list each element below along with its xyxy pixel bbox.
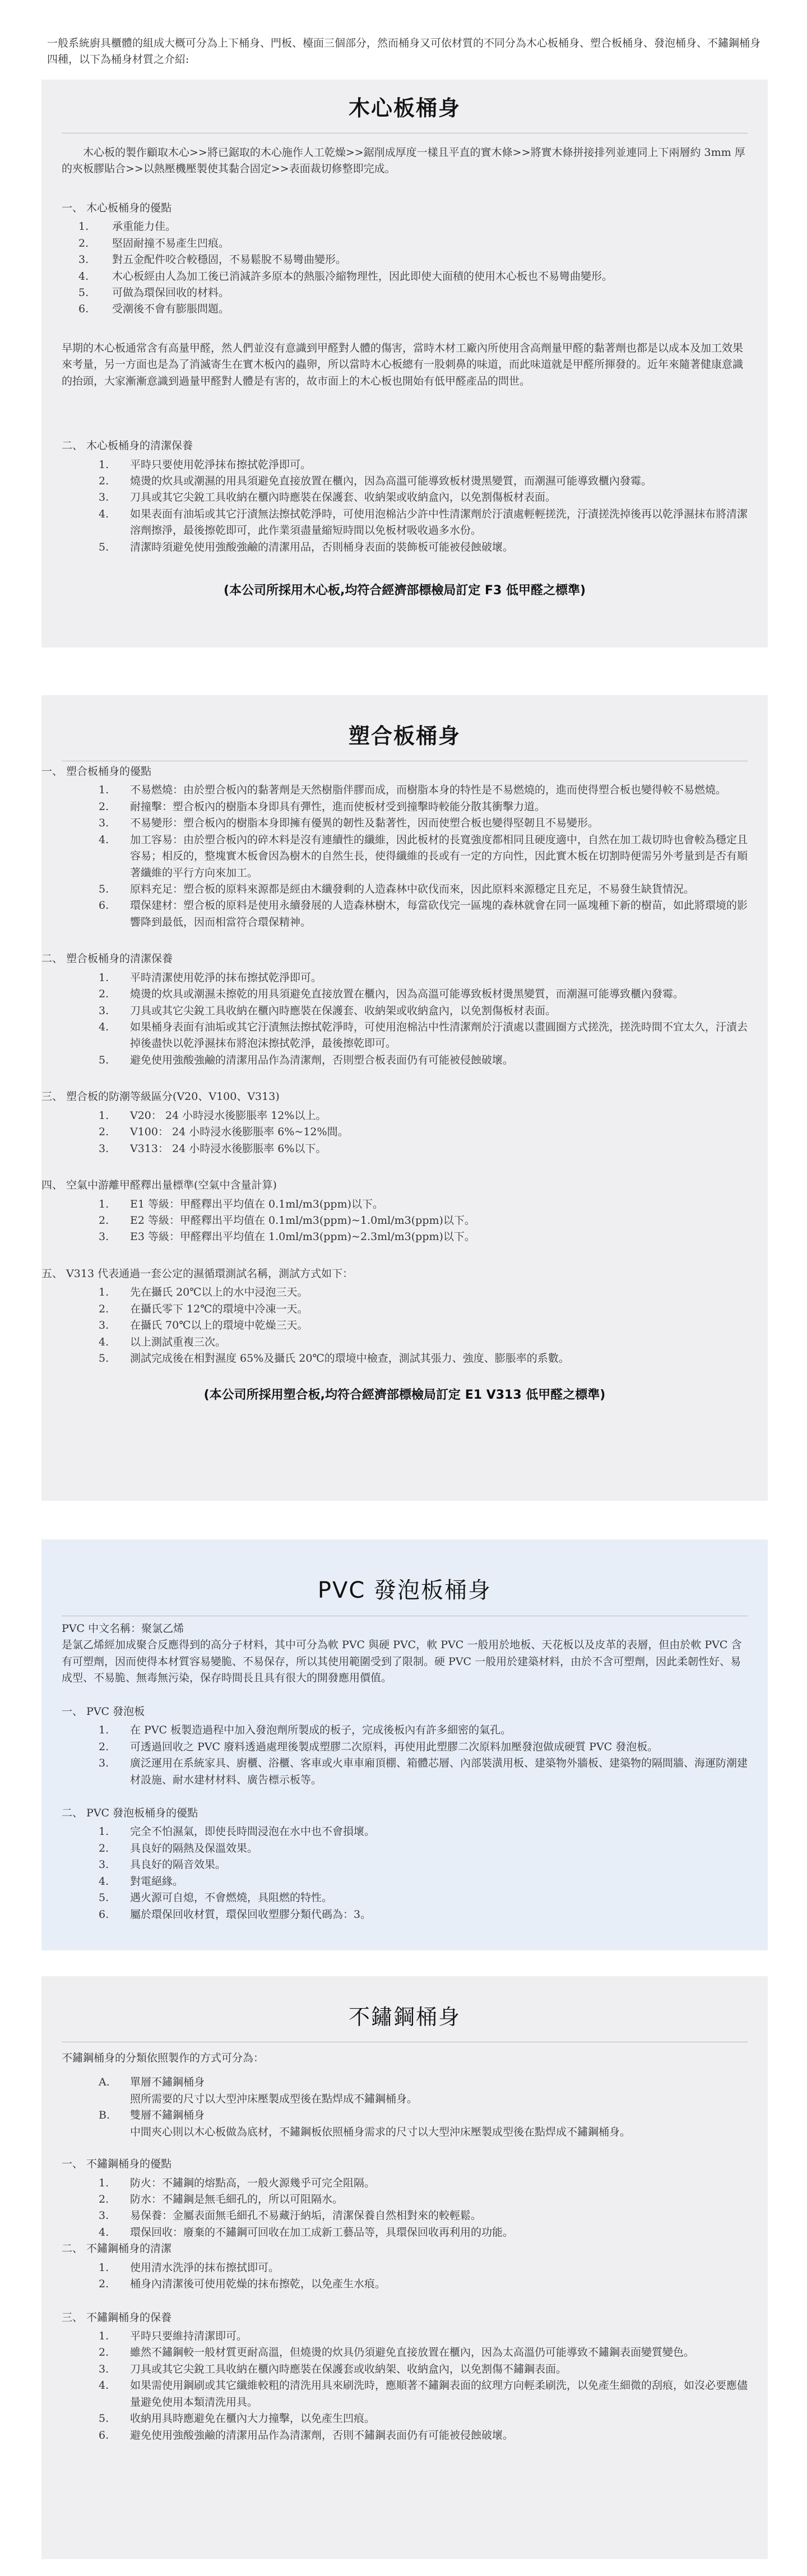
list-item (78, 285, 748, 301)
list-item-text: 不易燃燒：由於塑合板內的黏著劑是天然樹脂伴膠而成，而樹脂本身的特性是不易燃燒的，進而使得塑合板也變得較不易燃燒。 (130, 784, 727, 797)
list-item (99, 1052, 748, 1069)
list-item-text: 耐撞擊：塑合板內的樹脂本身即具有彈性，進而使板材受到撞擊時較能分散其衝擊力道。 (130, 800, 546, 813)
list-item (99, 2361, 748, 2378)
list-item-number: 3. (99, 1757, 109, 1770)
section-title: 塑合板桶身 (348, 724, 461, 748)
list-item (99, 1874, 748, 1890)
list-item-text: 燒燙的炊具或潮濕未擦乾的用具須避免直接放置在櫃內，因為高溫可能導致板材燙黑變質，而潮濕可能導致櫃內發霉。 (130, 988, 684, 1001)
list-item-text: 木心板經由人為加工後已消減許多原本的熱脹冷縮物理性，因此即使大面積的使用木心板也不易彎曲變形。 (112, 270, 613, 283)
list-item-number: 4. (78, 270, 89, 283)
list-item-text: 如果需使用鋼刷或其它纖維較粗的清洗用具來刷洗時，應順著不鏽鋼表面的紋理方向輕柔刷洗，以免產生細微的刮痕，如沒必要應儘量避免使用本類清洗用具。 (130, 2379, 748, 2408)
list-item-number: 2. (78, 237, 89, 249)
list-item-number: 2. (99, 2193, 109, 2205)
list-item (99, 1108, 748, 1124)
list-item (99, 1229, 748, 1245)
list-item (99, 1739, 748, 1755)
list-item (99, 2191, 748, 2208)
list-item-number: 3. (99, 1858, 109, 1871)
list-item-number: 2. (99, 1842, 109, 1854)
list-item (99, 1907, 748, 1923)
list-item-number: 1. (99, 458, 109, 471)
list-item-number: 6. (99, 1908, 109, 1921)
list-item-text: 平時只要維持清潔即可。 (130, 2330, 248, 2343)
list-item (99, 2276, 748, 2292)
list-item (99, 986, 748, 1002)
list-item-number: 4. (99, 2379, 109, 2392)
list-item-text: 遇火源可自熄，不會燃燒，具阻燃的特性。 (130, 1891, 333, 1904)
list-item-number: 1. (99, 971, 109, 984)
list-item-number: 3. (99, 817, 109, 830)
list-item-text: 受潮後不會有膨脹問題。 (112, 303, 230, 316)
pvc-foam-section (41, 1539, 768, 1950)
list-item-text: V100： 24 小時浸水後膨脹率 6%~12%間。 (130, 1126, 349, 1139)
list-item (99, 2411, 748, 2427)
wood-advantages-heading: 一、 木心板桶身的優點 (62, 201, 172, 214)
list-item (99, 1824, 748, 1840)
section-title: 木心板桶身 (348, 96, 461, 121)
list-item-number: 2. (99, 1126, 109, 1139)
list-item-number: 3. (99, 2209, 109, 2222)
list-item-text: 刀具或其它尖銳工具收納在櫃內時應裝在保護套或收納架、收納盒內，以免割傷不鏽鋼表面。 (130, 2362, 567, 2375)
list-item-text: 先在攝氏 20℃以上的水中浸泡三天。 (130, 1286, 308, 1299)
list-item (99, 2260, 748, 2276)
list-item-number: 6. (99, 899, 109, 912)
list-item (99, 1857, 748, 1873)
list-item-text: 不易變形：塑合板內的樹脂本身即擁有優異的韌性及黏著性，因而使塑合板也變得堅韌且不易變形。 (130, 817, 599, 830)
list-item-number: 5. (78, 286, 89, 299)
intro-text: 一般系統廚具櫃體的組成大概可分為上下桶身、門板、檯面三個部分，然而桶身又可依材質的不同分為木心板桶身、塑合板桶身、發泡桶身、不鏽鋼桶身 四種，以下為桶身材質之介紹: (47, 37, 761, 66)
steel-clean-heading: 二、 不鏽鋼桶身的清潔 (62, 2242, 172, 2255)
list-item-text: 原料充足：塑合板的原料來源都是經由木纖發剩的人造森林中砍伐而來，因此原料來源穩定且充足，不易發生缺貨情況。 (130, 882, 695, 895)
list-item-text: 平時清潔使用乾淨的抹布擦拭乾淨即可。 (130, 971, 322, 984)
list-item (78, 252, 748, 268)
list-item-number: 5. (99, 1053, 109, 1066)
section-title: PVC 發泡板桶身 (317, 1578, 492, 1603)
list-item (99, 970, 748, 986)
pvc-intro-list (62, 1722, 748, 1788)
list-item (99, 799, 748, 815)
list-item-text: 測試完成後在相對濕度 65%及攝氏 20℃的環境中檢查，測試其張力、強度、膨脹率的系數。 (130, 1352, 569, 1365)
list-item-number: 3. (99, 1319, 109, 1332)
list-item-text: 刀具或其它尖銳工具收納在櫃內時應裝在保護套、收納架或收納盒內，以免割傷板材表面。 (130, 1004, 556, 1017)
list-item-number: 5. (99, 882, 109, 895)
list-item-number: 2. (99, 800, 109, 813)
list-item (78, 301, 748, 317)
list-item-number: 1. (99, 784, 109, 797)
list-item (99, 898, 748, 931)
list-item-number: 3. (99, 2362, 109, 2375)
list-item-letter: B. (99, 2109, 110, 2122)
pvc-description: 是氯乙烯經加成聚合反應得到的高分子材料，其中可分為軟 PVC 與硬 PVC，軟 PVC 一般用於地板、天花板以及皮革的表層，但由於軟 PVC 含有可塑劑，因而使得本材質容易變脆、不易保存，所以其使用範圍受到了限制。硬 PVC 一般用於建築材料，由於不含可塑劑，因此柔韌性好、易成型、不易脆、無毒無污染，保存時間長且具有很大的開發應用價值。 (62, 1639, 742, 1685)
pvc-chinese-name: PVC 中文名稱：聚氯乙烯 (62, 1622, 184, 1635)
section-title: 不鏽鋼桶身 (348, 2005, 461, 2029)
plastic-standard-notice: (本公司所採用塑合板,均符合經濟部標檢局訂定 E1 V313 低甲醛之標準) (203, 1388, 606, 1403)
list-item-number: 3. (78, 253, 89, 266)
list-item-text: 完全不怕濕氣，即使長時間浸泡在水中也不會損壞。 (130, 1825, 375, 1838)
plastic-advantages-heading: 一、 塑合板桶身的優點 (41, 765, 152, 778)
particleboard-section (41, 695, 768, 1501)
steel-care-heading: 三、 不鏽鋼桶身的保養 (62, 2311, 172, 2324)
list-item-text: 易保養：金屬表面無毛細孔不易藏汙納垢，清潔保養自然相對來的較輕鬆。 (130, 2209, 482, 2222)
stainless-steel-section (41, 1976, 768, 2559)
list-item-number: 1. (99, 1724, 109, 1737)
list-item-text: 使用清水洗淨的抹布擦拭即可。 (130, 2261, 280, 2274)
list-item-number: 1. (78, 220, 89, 233)
list-item-text: 在 PVC 板製造過程中加入發泡劑所製成的板子，完成後板內有許多細密的氣孔。 (130, 1724, 512, 1737)
plastic-care-list (62, 970, 748, 1069)
pvc-advantages-list (62, 1824, 748, 1923)
list-item-number: 2. (99, 1302, 109, 1315)
list-item (78, 219, 748, 235)
list-item-text: 可做為環保回收的材料。 (112, 286, 230, 299)
list-item-number: 5. (99, 2412, 109, 2425)
list-item-number: 1. (99, 2330, 109, 2343)
list-item (99, 1141, 748, 1157)
list-item (99, 2224, 748, 2241)
list-item-text: 對電絕緣。 (130, 1875, 184, 1888)
plastic-test-list (62, 1284, 748, 1367)
list-item (99, 782, 748, 798)
list-item (99, 1334, 748, 1351)
wood-advantages-list (62, 219, 748, 318)
list-item-text: 屬於環保回收材質，環保回收塑膠分類代碼為：3。 (130, 1908, 372, 1921)
list-item-number: 4. (99, 1021, 109, 1034)
pvc-advantages-heading: 二、 PVC 發泡板桶身的優點 (62, 1806, 198, 1819)
steel-advantages-heading: 一、 不鏽鋼桶身的優點 (62, 2158, 172, 2171)
list-item-number: 1. (99, 1197, 109, 1210)
plastic-care-heading: 二、 塑合板桶身的清潔保養 (41, 952, 173, 965)
list-item-number: 2. (99, 475, 109, 488)
list-item-number: 2. (99, 1740, 109, 1753)
list-item-description: 中間夾心則以木心板做為底材，不鏽鋼板依照桶身需求的尺寸以大型沖床壓製成型後在點焊成不鏽鋼桶身。 (130, 2125, 631, 2138)
list-item (99, 2378, 748, 2411)
list-item-text: 如果表面有油垢或其它汙漬無法擦拭乾淨時，可使用泡棉沾少許中性清潔劑於汙漬處輕輕搓洗，汙漬搓洗掉後再以乾淨濕抹布將清潔溶劑擦淨，最後擦乾即可，此作業須盡量縮短時間以免板材吸收過多水份。 (130, 507, 748, 537)
list-item-text: 平時只要使用乾淨抹布擦拭乾淨即可。 (130, 458, 312, 471)
list-item-text: 對五金配件咬合較穩固，不易鬆脫不易彎曲變形。 (112, 253, 347, 266)
list-item (99, 539, 748, 556)
list-item (99, 1003, 748, 1019)
list-item-number: 5. (99, 1352, 109, 1365)
list-item-text: 在攝氏 70℃以上的環境中乾燥三天。 (130, 1319, 308, 1332)
plastic-advantages-list (62, 782, 748, 931)
list-item-description: 照所需要的尺寸以大型沖床壓製成型後在點焊成不鏽鋼桶身。 (130, 2092, 418, 2105)
list-item (99, 2107, 748, 2140)
list-item-text: 在攝氏零下 12℃的環境中冷凍一天。 (130, 1302, 308, 1315)
wood-description: 木心板的製作顧取木心>>將已鋸取的木心施作人工乾燥>>鋸削成厚度一樣且平直的實木條>>將實木條拼接排列並連同上下兩層約 3mm 厚的夾板膠貼合>>以熱壓機壓製使其黏合固定>>表面裁切修整即完成。 (62, 146, 745, 175)
list-item-number: 4. (99, 507, 109, 520)
list-item-text: E3 等級：甲醛釋出平均值在 1.0ml/m3(ppm)~2.3ml/m3(ppm)以下。 (130, 1231, 475, 1243)
list-item (99, 1890, 748, 1906)
list-item (78, 235, 748, 252)
list-item-number: 3. (99, 1004, 109, 1017)
list-item-number: 3. (99, 491, 109, 504)
plastic-emission-heading: 四、 空氣中游離甲醛釋出量標準(空氣中含量計算) (41, 1179, 277, 1192)
list-item-text: V313： 24 小時浸水後膨脹率 6%以下。 (130, 1142, 327, 1155)
list-item-text: 刀具或其它尖銳工具收納在櫃內時應裝在保護套、收納架或收納盒內，以免割傷板材表面。 (130, 491, 556, 504)
plastic-grade-list (62, 1108, 748, 1157)
plastic-test-heading: 五、 V313 代表通過一套公定的濕循環測試名稱，測試方式如下： (41, 1267, 354, 1280)
list-item-number: 2. (99, 2346, 109, 2359)
list-item-number: 4. (99, 833, 109, 846)
list-item (99, 1301, 748, 1317)
steel-lead: 不鏽鋼桶身的分類依照製作的方式可分為： (62, 2051, 265, 2064)
list-item (99, 1213, 748, 1229)
list-item-text: 避免使用強酸強鹼的清潔用品作為清潔劑，否則塑合板表面仍有可能被侵蝕破壞。 (130, 1053, 514, 1066)
list-item-number: 6. (99, 2429, 109, 2441)
list-item-number: 3. (99, 1231, 109, 1243)
list-item (99, 1317, 748, 1334)
list-item-text: 防火：不鏽鋼的熔點高，一般火源幾乎可完全阻隔。 (130, 2176, 375, 2189)
wood-standard-notice: (本公司所採用木心板,均符合經濟部標檢局訂定 F3 低甲醛之標準) (223, 584, 586, 598)
plastic-emission-list (62, 1196, 748, 1246)
wood-care-heading: 二、 木心板桶身的清潔保養 (62, 440, 193, 452)
list-item-number: 2. (99, 2278, 109, 2291)
list-item-text: 雖然不鏽鋼較一般材質更耐高溫，但燒燙的炊具仍須避免直接放置在櫃內，因為太高溫仍可能導致不鏽鋼表面變質變色。 (130, 2346, 695, 2359)
list-item-number: 4. (99, 1335, 109, 1348)
list-item-text: 防水：不鏽鋼是無毛細孔的，所以可阻隔水。 (130, 2193, 344, 2205)
list-item-text: 環保回收：廢棄的不鏽鋼可回收在加工成新工藝品等，具環保回收再利用的功能。 (130, 2226, 514, 2239)
list-item-number: 6. (78, 303, 89, 316)
list-item-text: 環保建材：塑合板的原料是使用永續發展的人造森林樹木，每當砍伐完一區塊的森林就會在同一區塊種下新的樹苗，如此將環境的影響降到最低，因而相當符合環保精神。 (130, 899, 748, 928)
list-item (99, 1284, 748, 1301)
list-item-text: 收納用具時應避免在櫃內大力撞擊，以免產生凹痕。 (130, 2412, 375, 2425)
steel-clean-list (62, 2260, 748, 2293)
list-item (99, 1755, 748, 1788)
list-item-text: 具良好的隔熱及保溫效果。 (130, 1842, 258, 1854)
list-item-number: 1. (99, 2176, 109, 2189)
list-item-number: 1. (99, 2261, 109, 2274)
list-item-text: E2 等級：甲醛釋出平均值在 0.1ml/m3(ppm)~1.0ml/m3(ppm)以下。 (130, 1214, 475, 1227)
list-item-number: 1. (99, 1109, 109, 1122)
pvc-intro-heading: 一、 PVC 發泡板 (62, 1705, 145, 1718)
list-item-number: 1. (99, 1286, 109, 1299)
list-item-number: 5. (99, 540, 109, 553)
list-item (99, 1124, 748, 1140)
list-item-text: 桶身內清潔後可使用乾燥的抹布擦乾，以免產生水痕。 (130, 2278, 386, 2291)
plastic-grade-heading: 三、 塑合板的防潮等級區分(V20、V100、V313) (41, 1090, 280, 1103)
list-item-letter: A. (99, 2076, 110, 2089)
list-item (99, 473, 748, 489)
list-item-title: 單層不鏽鋼桶身 (130, 2076, 205, 2089)
list-item-text: 具良好的隔音效果。 (130, 1858, 226, 1871)
steel-advantages-list (62, 2175, 748, 2241)
list-item-text: 堅固耐撞不易產生凹痕。 (112, 237, 230, 249)
list-item-number: 5. (99, 1891, 109, 1904)
steel-types-list (62, 2074, 748, 2140)
wood-formaldehyde-note: 早期的木心板通常含有高量甲醛，然人們並沒有意識到甲醛對人體的傷害，當時木材工廠內所使用含高劑量甲醛的黏著劑也都是以成本及加工效果來考量，另一方面也是為了消滅寄生在實木板內的蟲卵，所以當時木心板總有一股刺鼻的味道，而此味道就是甲醛所揮發的。近年來隨著健康意識的抬頭，大家漸漸意識到過量甲醛對人體是有害的，故市面上的木心板也開始有低甲醛產品的問世。 (62, 341, 744, 387)
list-item-text: 清潔時須避免使用強酸強鹼的清潔用品，否則桶身表面的裝飾板可能被侵蝕破壞。 (130, 540, 514, 553)
list-item-number: 2. (99, 988, 109, 1001)
list-item-number: 2. (99, 1214, 109, 1227)
list-item-number: 3. (99, 1142, 109, 1155)
list-item (99, 2344, 748, 2361)
list-item (99, 489, 748, 506)
list-item (99, 1840, 748, 1857)
list-item-title: 雙層不鏽鋼桶身 (130, 2109, 205, 2122)
list-item-number: 4. (99, 1875, 109, 1888)
list-item-text: 加工容易：由於塑合板內的碎木料是沒有連續性的纖維，因此板材的長寬強度都相同且硬度適中，自然在加工裁切時也會較為穩定且容易；相反的，整塊實木板會因為樹木的自然生長，使得纖維的長或有一定的方向性，因此實木板在切割時便需另外考量到是否有順著纖維的平行方向來加工。 (130, 833, 748, 879)
list-item-text: V20： 24 小時浸水後膨脹率 12%以上。 (130, 1109, 327, 1122)
list-item (78, 269, 748, 285)
list-item-text: 如果桶身表面有油垢或其它汙漬無法擦拭乾淨時，可使用泡棉沾中性清潔劑於汙漬處以畫圓圈方式搓洗，搓洗時間不宜太久，汙漬去掉後盡快以乾淨濕抹布將泡沫擦拭乾淨，最後擦乾即可。 (130, 1021, 748, 1050)
list-item (99, 832, 748, 881)
list-item-number: 4. (99, 2226, 109, 2239)
list-item (99, 2208, 748, 2224)
wood-core-section (41, 80, 768, 648)
list-item (99, 2427, 748, 2444)
list-item-text: 可透過回收之 PVC 廢料透過處理後製成塑膠二次原料，再使用此塑膠二次原料加壓發泡做成硬質 PVC 發泡板。 (130, 1740, 658, 1753)
list-item (99, 2074, 748, 2107)
list-item (99, 1019, 748, 1052)
list-item (99, 2175, 748, 2191)
list-item-text: 廣泛運用在系統家具、廚櫃、浴櫃、客車或火車車廂頂棚、箱體芯層、內部裝潢用板、建築物外牆板、建築物的隔間牆、海運防潮建材設施、耐水建材材料、廣告標示板等。 (130, 1757, 748, 1786)
steel-care-list (62, 2328, 748, 2444)
wood-care-list (62, 457, 748, 556)
list-item-text: 以上測試重複三次。 (130, 1335, 226, 1348)
list-item (99, 1722, 748, 1738)
list-item-text: E1 等級：甲醛釋出平均值在 0.1ml/m3(ppm)以下。 (130, 1197, 384, 1210)
list-item-text: 燒燙的炊具或潮濕的用具須避免直接放置在櫃內，因為高溫可能導致板材燙黑變質，而潮濕可能導致櫃內發霉。 (130, 475, 652, 488)
list-item (99, 1351, 748, 1367)
list-item-text: 承重能力佳。 (112, 220, 177, 233)
list-item (99, 815, 748, 831)
list-item (99, 881, 748, 898)
list-item (99, 506, 748, 539)
list-item-number: 1. (99, 1825, 109, 1838)
list-item (99, 2328, 748, 2344)
list-item-text: 避免使用強酸強鹼的清潔用品作為清潔劑，否則不鏽鋼表面仍有可能被侵蝕破壞。 (130, 2429, 514, 2441)
list-item (99, 1196, 748, 1213)
list-item (99, 457, 748, 473)
